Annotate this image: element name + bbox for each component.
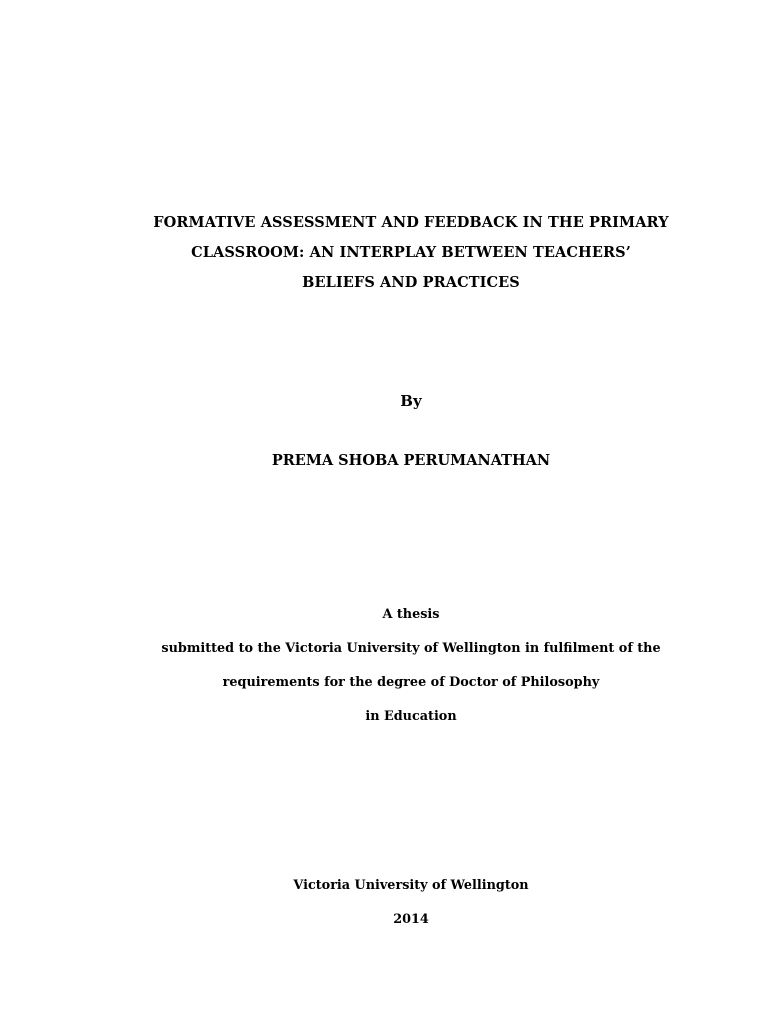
thesis-statement-line-2: submitted to the Victoria University of Wellington in fulfilment of the bbox=[161, 641, 661, 656]
author-name: PREMA SHOBA PERUMANATHAN bbox=[271, 452, 551, 469]
institution-name: Victoria University of Wellington bbox=[293, 878, 529, 893]
thesis-title-line-3: BELIEFS AND PRACTICES bbox=[302, 274, 520, 291]
submission-year: 2014 bbox=[393, 912, 429, 927]
thesis-title-line-1: FORMATIVE ASSESSMENT AND FEEDBACK IN THE PRIMARY bbox=[153, 214, 669, 231]
thesis-statement-line-4: in Education bbox=[365, 709, 457, 724]
thesis-statement-line-1: A thesis bbox=[382, 607, 440, 622]
by-label: By bbox=[400, 392, 422, 410]
thesis-statement-line-3: requirements for the degree of Doctor of Philosophy bbox=[222, 675, 600, 690]
thesis-title-line-2: CLASSROOM: AN INTERPLAY BETWEEN TEACHERS’ bbox=[191, 244, 631, 261]
